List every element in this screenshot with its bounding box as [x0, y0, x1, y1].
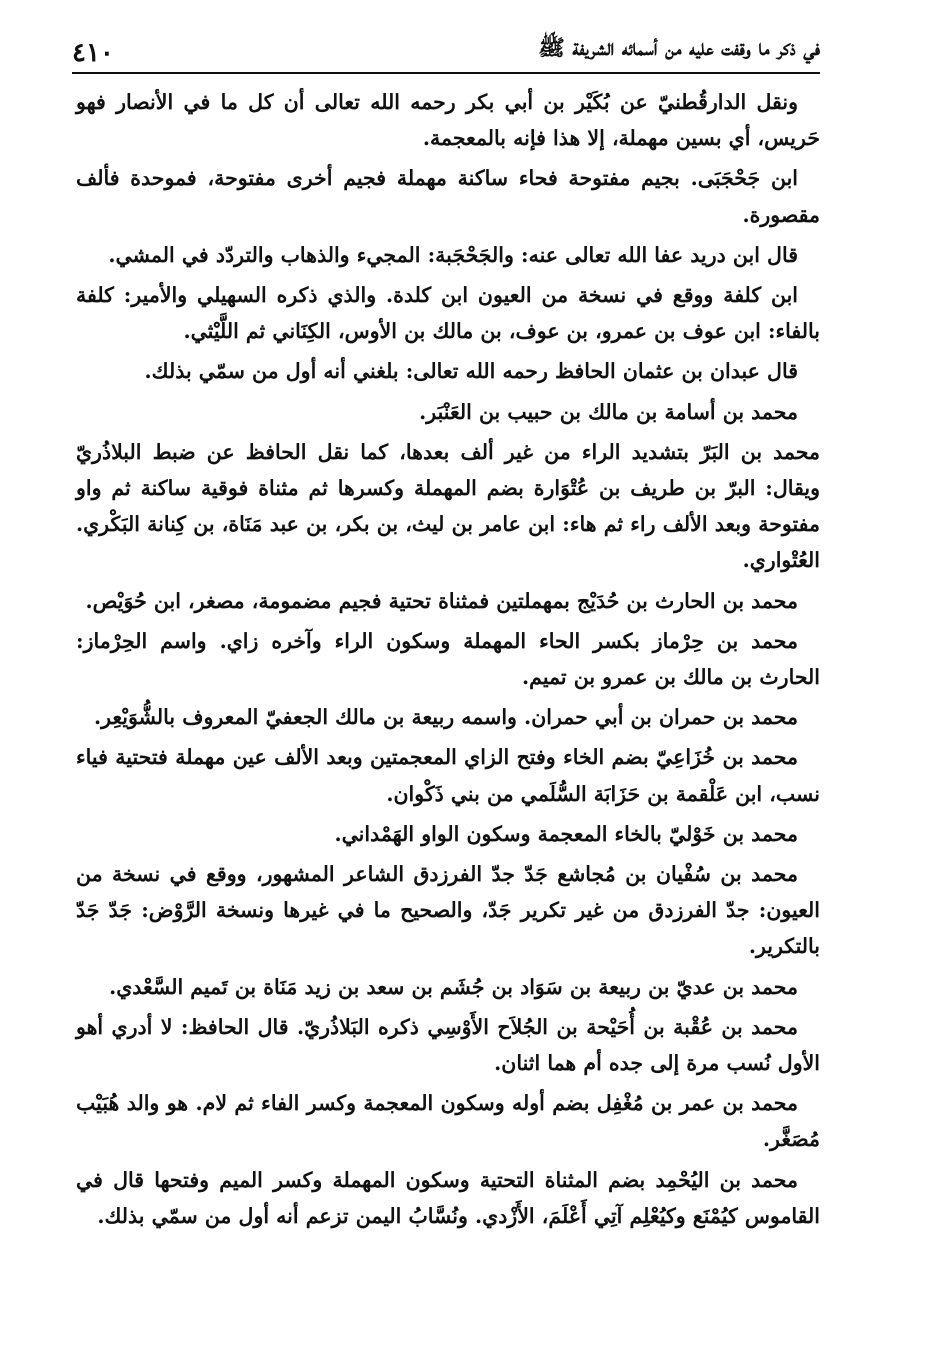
paragraph: محمد بن الحارث بن حُدَيْج بمهملتين فمثناة تحتية فجيم مضمومة، مصغر، ابن حُوَيْص.	[85, 588, 798, 613]
running-title: في ذكر ما وقفت عليه من أسمائه الشريفة ﷺ	[538, 35, 820, 61]
paragraph: محمد بن أسامة بن مالك بن حبيب بن العَنْبَر.	[419, 399, 798, 424]
paragraph: ابن جَحْجَبَى. بجيم مفتوحة فحاء ساكنة مهملة فجيم أخرى مفتوحة، فموحدة فألف مقصورة.	[76, 166, 820, 227]
page-number: ٤١٠	[72, 38, 114, 68]
paragraph: محمد بن عمر بن مُغْفِل بضم أوله وسكون المعجمة وكسر الفاء ثم لام. هو والد هُبَيْب مُصَغَّر.	[76, 1091, 820, 1152]
paragraph: قال ابن دريد عفا الله تعالى عنه: والجَحْجَبة: المجيء والذهاب والتردّد في المشي.	[108, 242, 798, 267]
paragraph: محمد بن اليُحْمِد بضم المثناة التحتية وسكون المهملة وكسر الميم وفتحها قال في القاموس كيُمْنَع وكيُعْلِم آتِي أَعْلَمَ، الأَزْدي. ونُسَّابُ اليمن تزعم أنه أول من سمّي بذلك.	[76, 1167, 820, 1228]
paragraph: محمد بن خَوْليّ بالخاء المعجمة وسكون الواو الهَمْداني.	[334, 821, 798, 846]
paragraph: قال عبدان بن عثمان الحافظ رحمه الله تعالى: بلغني أنه أول من سمّي بذلك.	[144, 359, 798, 384]
paragraph: محمد بن عديّ بن ربيعة بن سَوَاد بن جُشَم بن سعد بن زيد مَنَاة بن تَميم السَّعْدي.	[109, 974, 798, 999]
page-header	[72, 30, 820, 74]
paragraph: ابن كلفة ووقع في نسخة من العيون ابن كلدة. والذي ذكره السهيلي والأمير: كلفة بالفاء: ابن عوف بن عمرو، بن عوف، بن مالك بن الأوس، الكِنَاني ثم اللَّيْثي.	[76, 283, 820, 344]
paragraph: محمد بن حمران بن أبي حمران. واسمه ربيعة بن مالك الجعفيّ المعروف بالشُّوَيْعِر.	[93, 705, 798, 730]
paragraph: محمد بن عُقْبة بن أُحَيْحة بن الجُلاَح الأَوْسِي ذكره البَلاذُريّ. قال الحافظ: لا أدري أهو الأول نُسب مرة إلى جده أم هما اثنان.	[76, 1014, 820, 1076]
paragraph: محمد بن حِرْماز بكسر الحاء المهملة وسكون الراء وآخره زاي. واسم الحِرْماز: الحارث بن مالك بن عمرو بن تميم.	[76, 628, 820, 690]
page-body	[76, 84, 820, 1238]
paragraph: محمد بن خُزَاعِيّ بضم الخاء وفتح الزاي المعجمتين وبعد الألف عين مهملة فتحتية فياء نسب، ابن عَلْقمة بن حَزَابَة السُّلَمي من بني ذَكْوان.	[76, 745, 820, 806]
paragraph: محمد بن البَرّ بتشديد الراء من غير ألف بعدها، كما نقل الحافظ عن ضبط البلاذُريّ ويقال: البرّ بن طريف بن عُتْوَارة بضم المهملة وكسرها ثم مثناة فوقية ساكنة ثم واو مفتوحة وبعد الألف راء ثم هاء: ابن عامر بن ليث، بن بكر، بن عبد مَنَاة، بن كِنانة البَكْري. العُتْواري.	[76, 439, 820, 573]
paragraph: ونقل الدارقُطنيّ عن بُكَيْر بن أبي بكر رحمه الله تعالى أن كل ما في الأنصار فهو حَريس، أي بسين مهملة، إلا هذا فإنه بالمعجمة.	[76, 90, 820, 151]
paragraph: محمد بن سُفْيان بن مُجاشع جَدّ جدّ الفرزدق الشاعر المشهور، ووقع في نسخة من العيون: جدّ الفرزدق من غير تكرير جَدّ، والصحيح ما في غيرها ونسخة الرَّوْض: جَدّ جَدّ بالتكرير.	[76, 862, 820, 959]
